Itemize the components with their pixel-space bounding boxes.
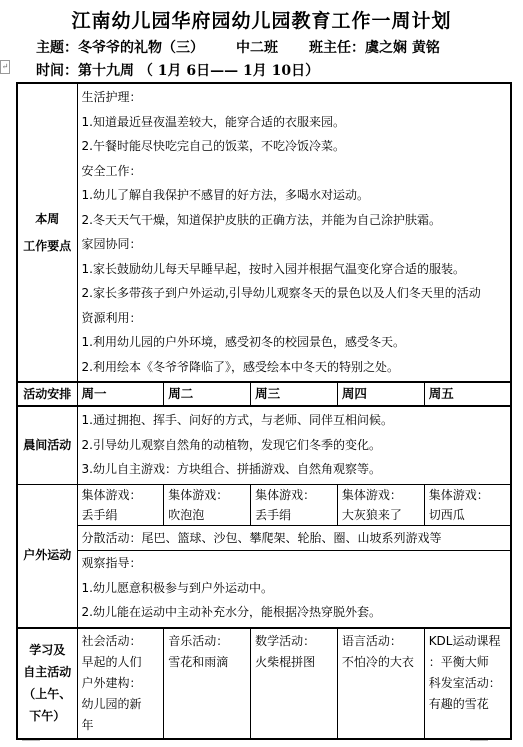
morning-row	[17, 406, 511, 484]
time-label: 时间：	[36, 63, 78, 79]
game-cell: 集体游戏： 丢手绢	[251, 484, 338, 525]
class-name: 中二班	[236, 40, 278, 56]
game-cell: 集体游戏： 大灰狼来了	[337, 484, 424, 525]
focus-label: 本周 工作要点	[17, 83, 77, 382]
time-line	[36, 60, 319, 80]
split-activity: 分散活动：尾巴、篮球、沙包、攀爬架、轮胎、圈、山坡系列游戏等	[77, 525, 511, 551]
day-friday: 周五	[424, 382, 511, 406]
morning-label: 晨间活动	[17, 406, 77, 484]
page-title: 江南幼儿园华府园幼儿园教育工作一周计划	[71, 10, 452, 32]
morning-content	[77, 406, 511, 484]
outdoor-split-row	[17, 525, 511, 551]
day-tuesday: 周二	[164, 382, 251, 406]
observe-guidance	[77, 551, 511, 628]
observe-line: 观察指导：	[81, 556, 142, 570]
time-value: 第十九周 （ 1月 6日—— 1月 10日）	[78, 63, 320, 79]
focus-line: 2.冬天天气干燥，知道保护皮肤的正确方法，并能为自己涂护肤霜。	[81, 212, 441, 227]
schedule-label: 活动安排	[17, 382, 77, 406]
morning-line: 1.通过拥抱、挥手、问好的方式，与老师、同伴互相问候。	[81, 413, 393, 427]
teacher-label: 班主任：	[309, 40, 365, 56]
page-edge-marker	[22, 740, 40, 747]
day-monday: 周一	[77, 382, 164, 406]
focus-line: 1.家长鼓励幼儿每天早睡早起，按时入园并根据气温变化穿合适的服装。	[81, 261, 465, 276]
page-edge-marker	[470, 740, 488, 747]
morning-line: 2.引导幼儿观察自然角的动植物，发现它们冬季的变化。	[81, 437, 381, 452]
observe-line: 1.幼儿愿意积极参与到户外运动中。	[81, 580, 273, 595]
focus-line: 生活护理：	[81, 90, 142, 104]
focus-line: 1.知道最近昼夜温差较大，能穿合适的衣服来园。	[81, 114, 345, 129]
game-cell: 集体游戏： 丢手绢	[77, 484, 164, 525]
study-row	[17, 628, 511, 739]
focus-line: 2.午餐时能尽快吃完自己的饭菜，不吃冷饭冷菜。	[81, 139, 345, 153]
study-cell-monday: 社会活动： 早起的人们 户外建构： 幼儿园的新 年	[77, 628, 164, 739]
game-cell: 集体游戏： 吹泡泡	[164, 484, 251, 525]
outdoor-label: 户外运动	[17, 484, 77, 628]
day-thursday: 周四	[337, 382, 424, 406]
study-label: 学习及 自主活动 （上午、 下午）	[17, 628, 77, 739]
focus-line: 1.幼儿了解自我保护不感冒的好方法，多喝水对运动。	[81, 188, 369, 202]
observe-line: 2.幼儿能在运动中主动补充水分，能根据冷热穿脱外套。	[81, 605, 381, 619]
morning-line: 3.幼儿自主游戏：方块组合、拼插游戏、自然角观察等。	[81, 462, 381, 476]
day-wednesday: 周三	[251, 382, 338, 406]
study-cell-wednesday: 数学活动： 火柴棍拼图	[251, 628, 338, 739]
focus-line: 家园协同：	[81, 237, 142, 251]
teacher-line	[309, 37, 440, 57]
schedule-row	[17, 382, 511, 406]
teacher-value: 虞之娴 黄铭	[365, 40, 440, 56]
study-cell-friday: KDL运动课程 ：平衡大师 科发室活动： 有趣的雪花	[424, 628, 511, 739]
study-cell-thursday: 语言活动： 不怕冷的大衣	[337, 628, 424, 739]
focus-line: 2.家长多带孩子到户外运动,引导幼儿观察冬天的景色以及人们冬天里的活动	[81, 286, 481, 300]
game-cell: 集体游戏： 切西瓜	[424, 484, 511, 525]
outdoor-games-row	[17, 484, 511, 525]
focus-line: 1.利用幼儿园的户外环境，感受初冬的校园景色，感受冬天。	[81, 335, 405, 349]
focus-line: 2.利用绘本《冬爷爷降临了》，感受绘本中冬天的特别之处。	[81, 359, 399, 374]
focus-content	[77, 83, 511, 382]
focus-line: 资源利用：	[81, 310, 142, 325]
outdoor-observe-row	[17, 551, 511, 628]
focus-line: 安全工作：	[81, 163, 142, 178]
focus-row	[17, 83, 511, 382]
weekly-plan-table	[16, 82, 512, 740]
theme-label: 主题：	[36, 40, 78, 56]
study-cell-tuesday: 音乐活动： 雪花和雨滴	[164, 628, 251, 739]
theme-line	[36, 37, 204, 57]
theme-value: 冬爷爷的礼物（三）	[78, 40, 204, 56]
anchor-marker-icon: ↵	[0, 60, 10, 74]
